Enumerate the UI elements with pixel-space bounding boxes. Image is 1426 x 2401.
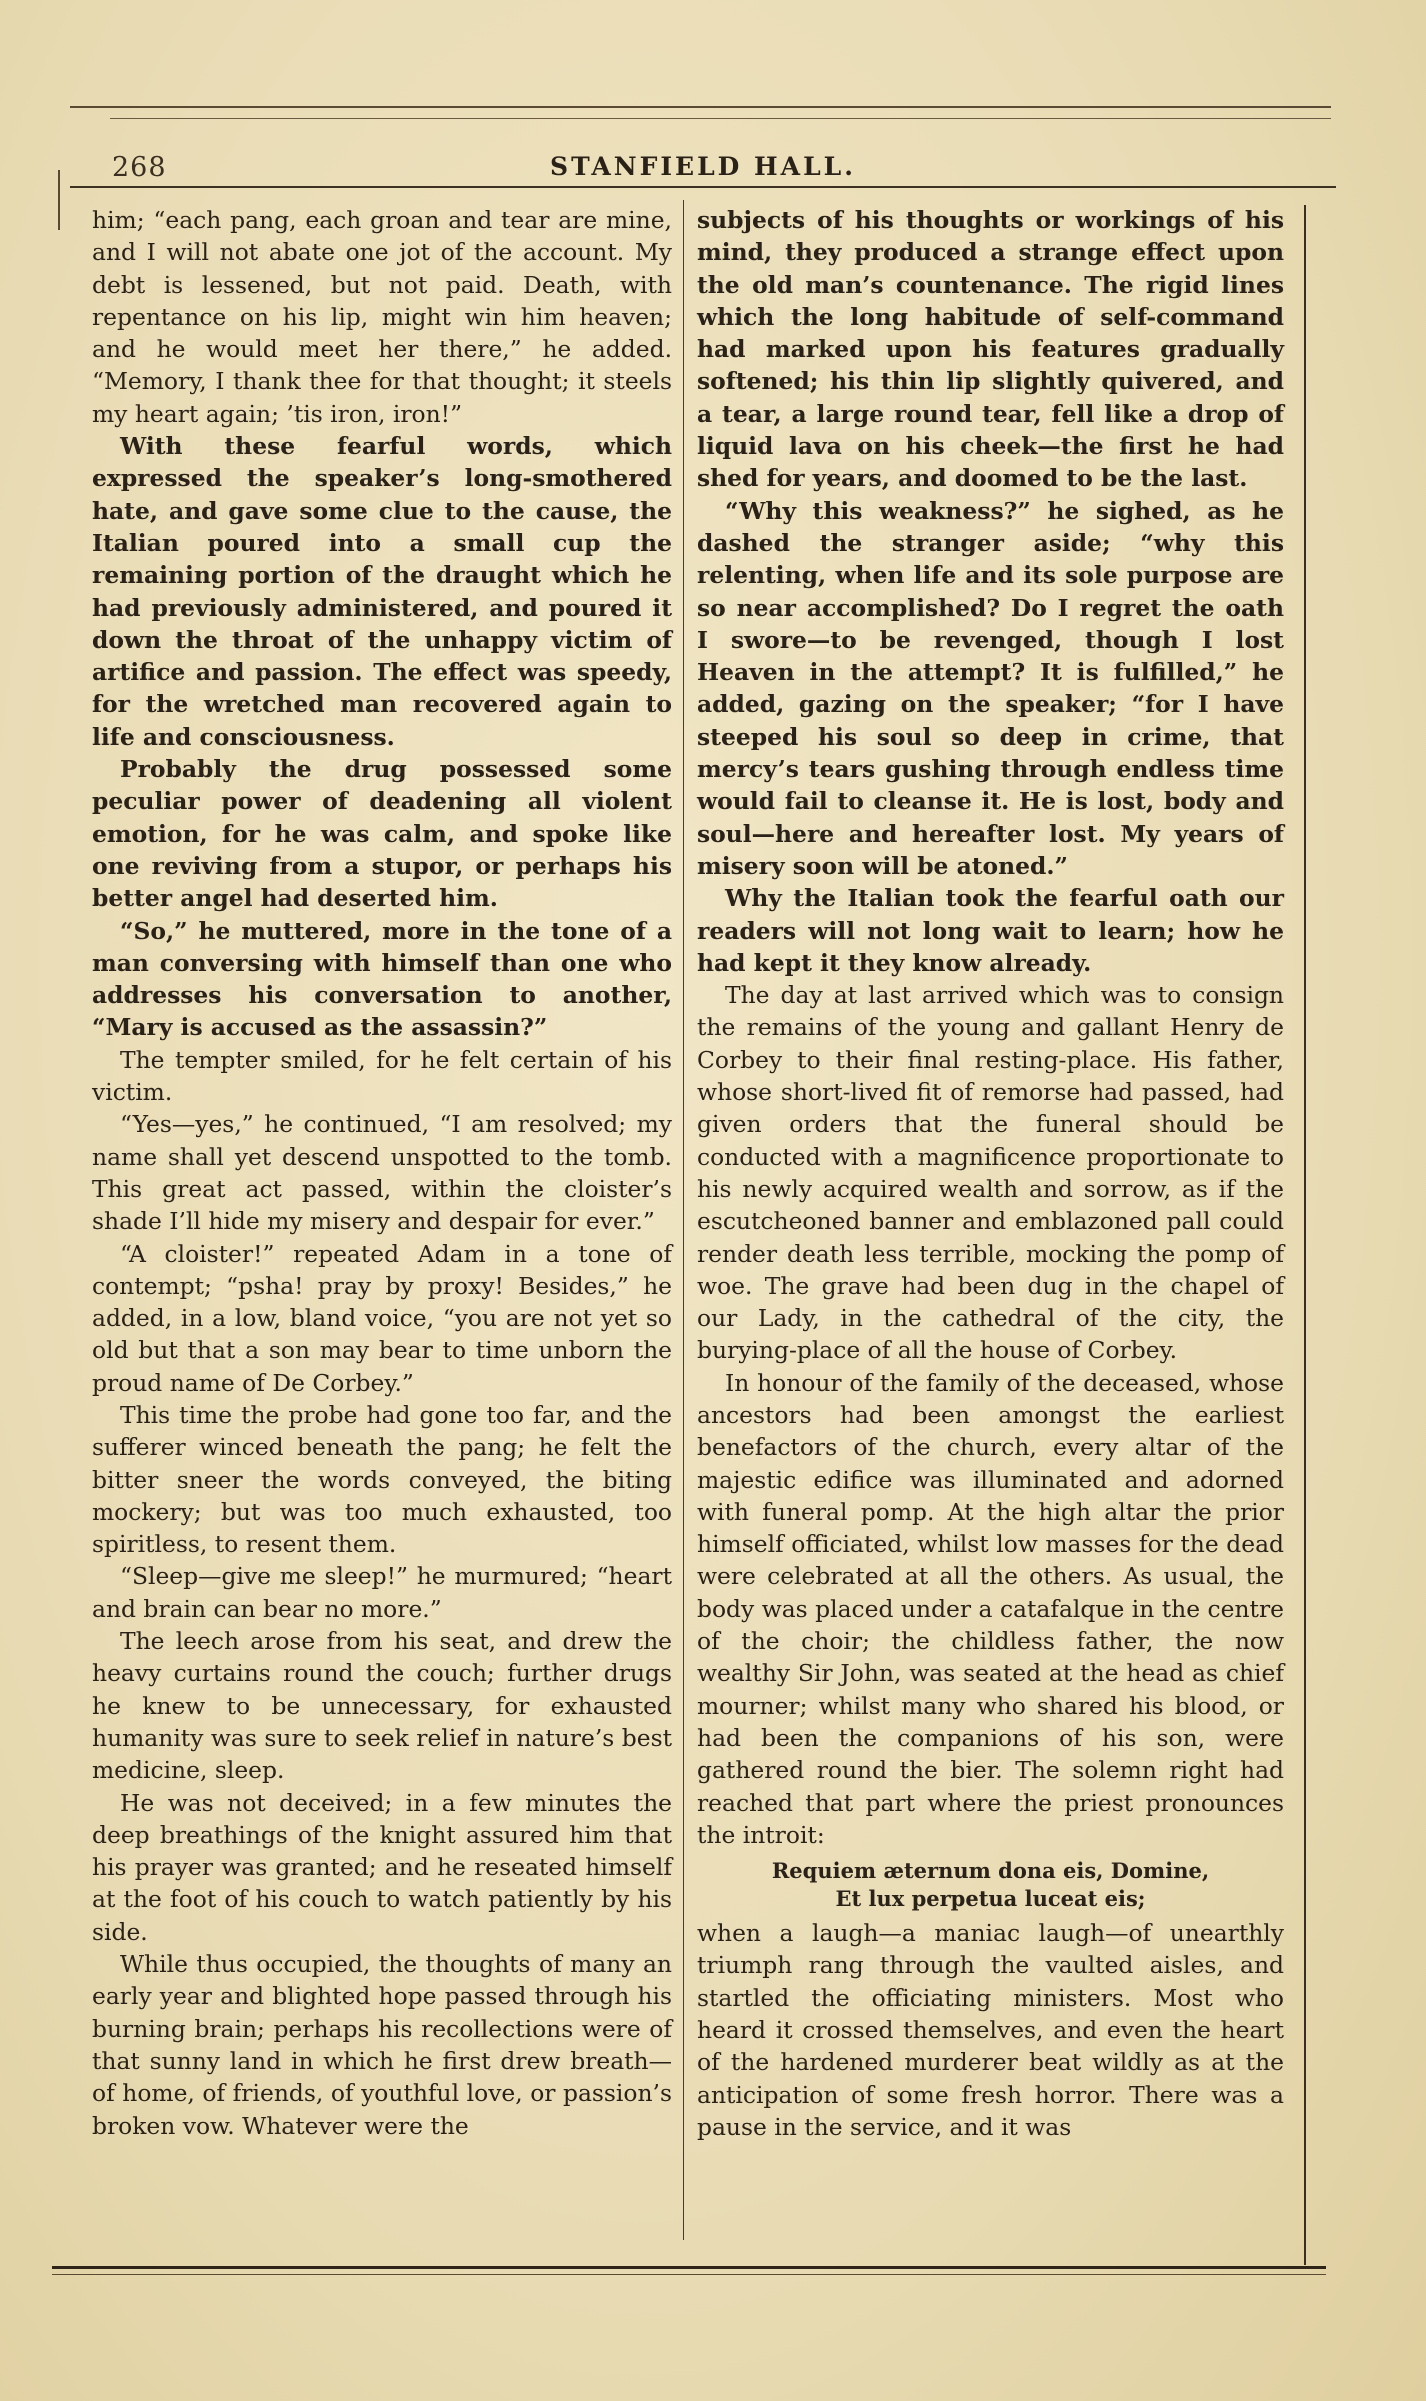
bottom-rule xyxy=(52,2266,1326,2269)
paragraph: “A cloister!” repeated Adam in a tone of contempt; “psha! pray by proxy! Besides,” he added, in a low, bland voice, “you are not yet so old but that a son may bear to time unborn the proud name of De Corbey.” xyxy=(92,1239,672,1397)
right-rule xyxy=(1304,205,1306,2265)
paragraph: “Yes—yes,” he continued, “I am resolved; my name shall yet descend unspotted to the tomb. This great act passed, within the cloister’s shade I’ll hide my misery and despair for ever.” xyxy=(92,1110,672,1236)
margin-mark xyxy=(58,170,60,230)
paragraph: Probably the drug possessed some peculiar power of deadening all violent emotion, for he was calm, and spoke like one reviving from a stupor, or perhaps his better angel had deserted him. xyxy=(92,755,672,913)
paragraph: The tempter smiled, for he felt certain of his victim. xyxy=(92,1045,672,1107)
paragraph: “Why this weakness?” he sighed, as he dashed the stranger aside; “why this relenting, when life and its sole purpose are so near accomplished? Do I regret the oath I swore—to be revenged, though I lost Heaven in the attempt? It is fulfilled,” he added, gazing on the speaker; “for I have steeped his soul so deep in crime, that mercy’s tears gushing through endless time would fail to cleanse it. He is lost, body and soul—here and hereafter lost. My years of misery soon will be atoned.” xyxy=(697,496,1284,880)
top-rule xyxy=(70,106,1331,108)
running-head: STANFIELD HALL. xyxy=(550,152,856,181)
right-column xyxy=(697,204,1284,2143)
paragraph: when a laugh—a maniac laugh—of unearthly triumph rang through the vaulted aisles, and startled the officiating ministers. Most who heard it crossed themselves, and even the heart of the hardened murderer beat wildly as at the anticipation of some fresh horror. There was a pause in the service, and it was xyxy=(697,1919,1284,2141)
paragraph: With these fearful words, which expressed the speaker’s long-smothered hate, and gave some clue to the cause, the Italian poured into a small cup the remaining portion of the draught which he had previously administered, and poured it down the throat of the unhappy victim of artifice and passion. The effect was speedy, for the wretched man recovered again to life and consciousness. xyxy=(92,432,672,751)
verse-line: Et lux perpetua luceat eis; xyxy=(835,1886,1146,1912)
column-divider xyxy=(683,200,684,2240)
latin-verse xyxy=(697,1857,1284,1913)
paragraph: Why the Italian took the fearful oath our readers will not long wait to learn; how he had kept it they know already. xyxy=(697,884,1284,977)
paragraph: In honour of the family of the deceased, whose ancestors had been amongst the earliest benefactors of the church, every altar of the majestic edifice was illuminated and adorned with funeral pomp. At the high altar the prior himself officiated, whilst low masses for the dead were celebrated at all the others. As usual, the body was placed under a catafalque in the centre of the choir; the childless father, the now wealthy Sir John, was seated at the head as chief mourner; whilst many who shared his blood, or had been the companions of his son, were gathered round the bier. The solemn right had reached that part where the priest pronounces the introit: xyxy=(697,1368,1284,1849)
paragraph: him; “each pang, each groan and tear are mine, and I will not abate one jot of the account. My debt is lessened, but not paid. Death, with repentance on his lip, might win him heaven; and he would meet her there,” he added. “Memory, I thank thee for that thought; it steels my heart again; ’tis iron, iron!” xyxy=(92,206,672,428)
paragraph: While thus occupied, the thoughts of many an early year and blighted hope passed through his burning brain; perhaps his recollections were of that sunny land in which he first drew breath—of home, of friends, of youthful love, or passion’s broken vow. Whatever were the xyxy=(92,1950,672,2140)
paragraph: The day at last arrived which was to consign the remains of the young and gallant Henry de Corbey to their final resting-place. His father, whose short-lived fit of remorse had passed, had given orders that the funeral should be conducted with a magnificence proportionate to his newly acquired wealth and sorrow, as if the escutcheoned banner and emblazoned pall could render death less terrible, mocking the pomp of woe. The grave had been dug in the chapel of our Lady, in the cathedral of the city, the burying-place of all the house of Corbey. xyxy=(697,981,1284,1365)
top-rule-thin xyxy=(110,118,1331,119)
page-header xyxy=(70,148,1336,188)
paragraph: This time the probe had gone too far, and the sufferer winced beneath the pang; he felt the bitter sneer the words conveyed, the biting mockery; but was too much exhausted, too spiritless, to resent them. xyxy=(92,1400,672,1559)
bottom-rule-thin xyxy=(52,2274,1326,2275)
paragraph: “Sleep—give me sleep!” he murmured; “heart and brain can bear no more.” xyxy=(92,1562,672,1623)
verse-line: Requiem æternum dona eis, Domine, xyxy=(771,1858,1210,1884)
paragraph: He was not deceived; in a few minutes the deep breathings of the knight assured him that his prayer was granted; and he reseated himself at the foot of his couch to watch patiently by his side. xyxy=(92,1788,672,1946)
paragraph: The leech arose from his seat, and drew the heavy curtains round the couch; further drugs he knew to be unnecessary, for exhausted humanity was sure to seek relief in nature’s best medicine, sleep. xyxy=(92,1627,672,1785)
left-column xyxy=(92,204,672,2142)
paragraph: “So,” he muttered, more in the tone of a man conversing with himself than one who addresses his conversation to another, “Mary is accused as the assassin?” xyxy=(92,916,672,1042)
page-number: 268 xyxy=(112,152,167,183)
paragraph: subjects of his thoughts or workings of his mind, they produced a strange effect upon the old man’s countenance. The rigid lines which the long habitude of self-command had marked upon his features gradually softened; his thin lip slightly quivered, and a tear, a large round tear, fell like a drop of liquid lava on his cheek—the first he had shed for years, and doomed to be the last. xyxy=(697,206,1284,493)
